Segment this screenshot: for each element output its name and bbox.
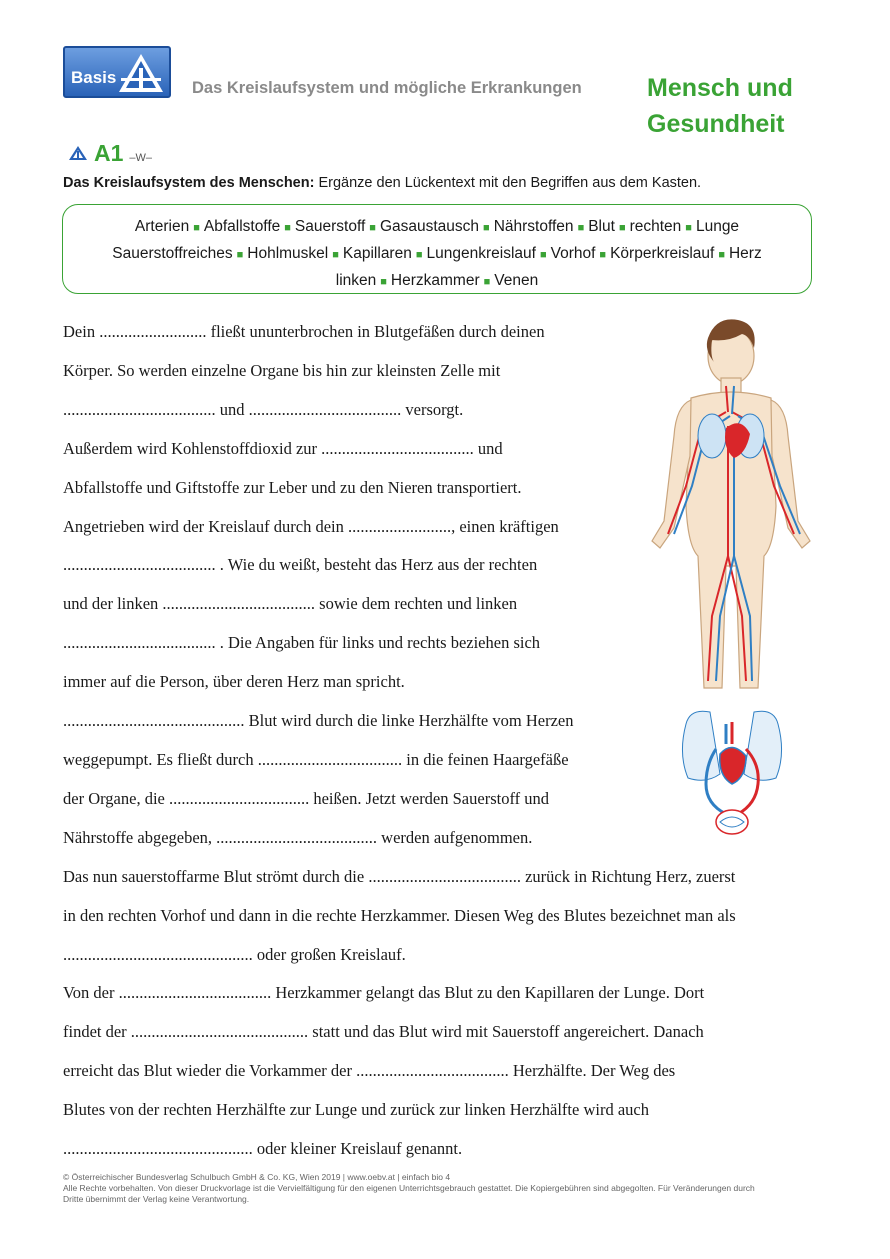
separator-square-icon: ■ xyxy=(685,222,692,234)
text-line: .............................................. oder kleiner Kreislauf genannt. xyxy=(63,1139,463,1159)
separator-square-icon: ■ xyxy=(193,222,200,234)
text-line: erreicht das Blut wieder die Vorkammer der ..................................... Herzhälfte. Der Weg des xyxy=(63,1061,676,1081)
task-header xyxy=(68,140,152,167)
separator-square-icon: ■ xyxy=(539,249,547,261)
heart-lung-circulation-figure xyxy=(676,704,788,840)
word-term: Sauerstoff xyxy=(294,218,366,235)
separator-square-icon: ■ xyxy=(577,222,585,234)
text-line: der Organe, die .................................. heißen. Jetzt werden Sauerstoff und xyxy=(63,788,550,808)
word-term: Vorhof xyxy=(550,245,596,262)
text-line: Das nun sauerstoffarme Blut strömt durch die ..................................... zurück in Richtung Herz, zuerst xyxy=(63,866,736,886)
word-term: rechten xyxy=(629,218,682,235)
separator-square-icon: ■ xyxy=(483,222,490,234)
topic-heading xyxy=(647,70,793,142)
text-line: .............................................. oder großen Kreislauf. xyxy=(63,944,406,964)
text-line: immer auf die Person, über deren Herz man spricht. xyxy=(63,672,405,692)
separator-square-icon: ■ xyxy=(618,222,626,234)
task-level: –W– xyxy=(129,152,153,164)
separator-square-icon: ■ xyxy=(332,249,339,261)
separator-square-icon: ■ xyxy=(369,222,376,234)
text-line: ..................................... . Die Angaben für links und rechts beziehen sich xyxy=(63,633,541,653)
word-term: Abfallstoffe xyxy=(203,218,281,235)
word-term: Blut xyxy=(588,218,615,235)
topic-line-1: Mensch und xyxy=(647,74,793,102)
word-term: Hohlmuskel xyxy=(247,245,329,262)
word-term: Lungenkreislauf xyxy=(426,245,536,262)
task-instruction xyxy=(63,175,701,191)
copyright-footer xyxy=(63,1172,823,1205)
text-line: in den rechten Vorhof und dann in die rechte Herzkammer. Diesen Weg des Blutes bezeichnet man als xyxy=(63,905,736,925)
level-triangle-icon xyxy=(68,145,88,161)
separator-square-icon: ■ xyxy=(236,249,244,261)
text-line: Angetrieben wird der Kreislauf durch dein ........................., einen kräftigen xyxy=(63,516,559,536)
text-line: Blutes von der rechten Herzhälfte zur Lunge und zurück zur linken Herzhälfte wird auch xyxy=(63,1100,649,1120)
text-line: findet der ........................................... statt und das Blut wird mit Sauerstoff angereichert. Danach xyxy=(63,1022,704,1042)
word-term: Körperkreislauf xyxy=(610,245,715,262)
separator-square-icon: ■ xyxy=(483,276,491,288)
word-term: linken xyxy=(335,272,377,289)
word-term: Sauerstoffreiches xyxy=(112,245,233,262)
separator-square-icon: ■ xyxy=(599,249,607,261)
topic-line-2: Gesundheit xyxy=(647,110,785,138)
text-line: Nährstoffe abgegeben, ....................................... werden aufgenommen. xyxy=(63,827,533,847)
text-line: Von der ..................................... Herzkammer gelangt das Blut zu den Kapillaren der Lunge. Dort xyxy=(63,983,705,1003)
text-line: Körper. So werden einzelne Organe bis hin zur kleinsten Zelle mit xyxy=(63,360,501,380)
word-term: Arterien xyxy=(134,218,190,235)
text-line: weggepumpt. Es fließt durch ................................... in die feinen Haargefäße xyxy=(63,749,569,769)
text-line: Abfallstoffe und Giftstoffe zur Leber und zu den Nieren transportiert. xyxy=(63,477,522,497)
instruction-text: Ergänze den Lückentext mit den Begriffen aus dem Kasten. xyxy=(314,175,702,191)
footer-line-3: Dritte übernimmt der Verlag keine Verantwortung. xyxy=(63,1194,250,1204)
gap-text xyxy=(63,313,736,1169)
separator-square-icon: ■ xyxy=(284,222,291,234)
separator-square-icon: ■ xyxy=(415,249,423,261)
word-term: Venen xyxy=(494,272,539,289)
worksheet-subtitle: Das Kreislaufsystem und mögliche Erkrankungen xyxy=(192,79,582,97)
logo-text: Basis xyxy=(71,68,117,87)
text-line: und der linken ..................................... sowie dem rechten und linken xyxy=(63,594,518,614)
text-line: Dein .......................... fließt ununterbrochen in Blutgefäßen durch deinen xyxy=(63,322,545,341)
word-term: Gasaustausch xyxy=(379,218,480,235)
footer-line-1: © Österreichischer Bundesverlag Schulbuch GmbH & Co. KG, Wien 2019 | www.oebv.at | einfach bio 4 xyxy=(63,1172,451,1182)
instruction-title: Das Kreislaufsystem des Menschen: xyxy=(63,175,315,191)
footer-line-2: Alle Rechte vorbehalten. Von dieser Druckvorlage ist die Vervielfältigung für den eigenen Unterrichtsgebrauch gestattet. Die Kopiergebühren sind abgegolten. Für Veränderungen durch xyxy=(63,1183,755,1193)
word-term: Lunge xyxy=(695,218,740,235)
text-line: ..................................... und ..................................... versorgt. xyxy=(63,399,464,419)
task-number: A1 xyxy=(94,140,124,166)
separator-square-icon: ■ xyxy=(718,249,725,261)
word-term: Nährstoffen xyxy=(493,218,574,235)
text-line: ..................................... . Wie du weißt, besteht das Herz aus der rechten xyxy=(63,555,538,575)
word-term: Kapillaren xyxy=(342,245,412,262)
text-line: ............................................ Blut wird durch die linke Herzhälfte vom Herzen xyxy=(63,711,574,731)
word-term: Herzkammer xyxy=(390,272,480,289)
separator-square-icon: ■ xyxy=(380,276,387,288)
human-circulatory-figure xyxy=(646,316,812,698)
text-line: Außerdem wird Kohlenstoffdioxid zur ..................................... und xyxy=(63,438,503,458)
basis-logo xyxy=(63,46,171,98)
word-term: Herz xyxy=(728,245,762,262)
word-box xyxy=(62,204,812,294)
triangle-logo-icon xyxy=(117,52,165,94)
